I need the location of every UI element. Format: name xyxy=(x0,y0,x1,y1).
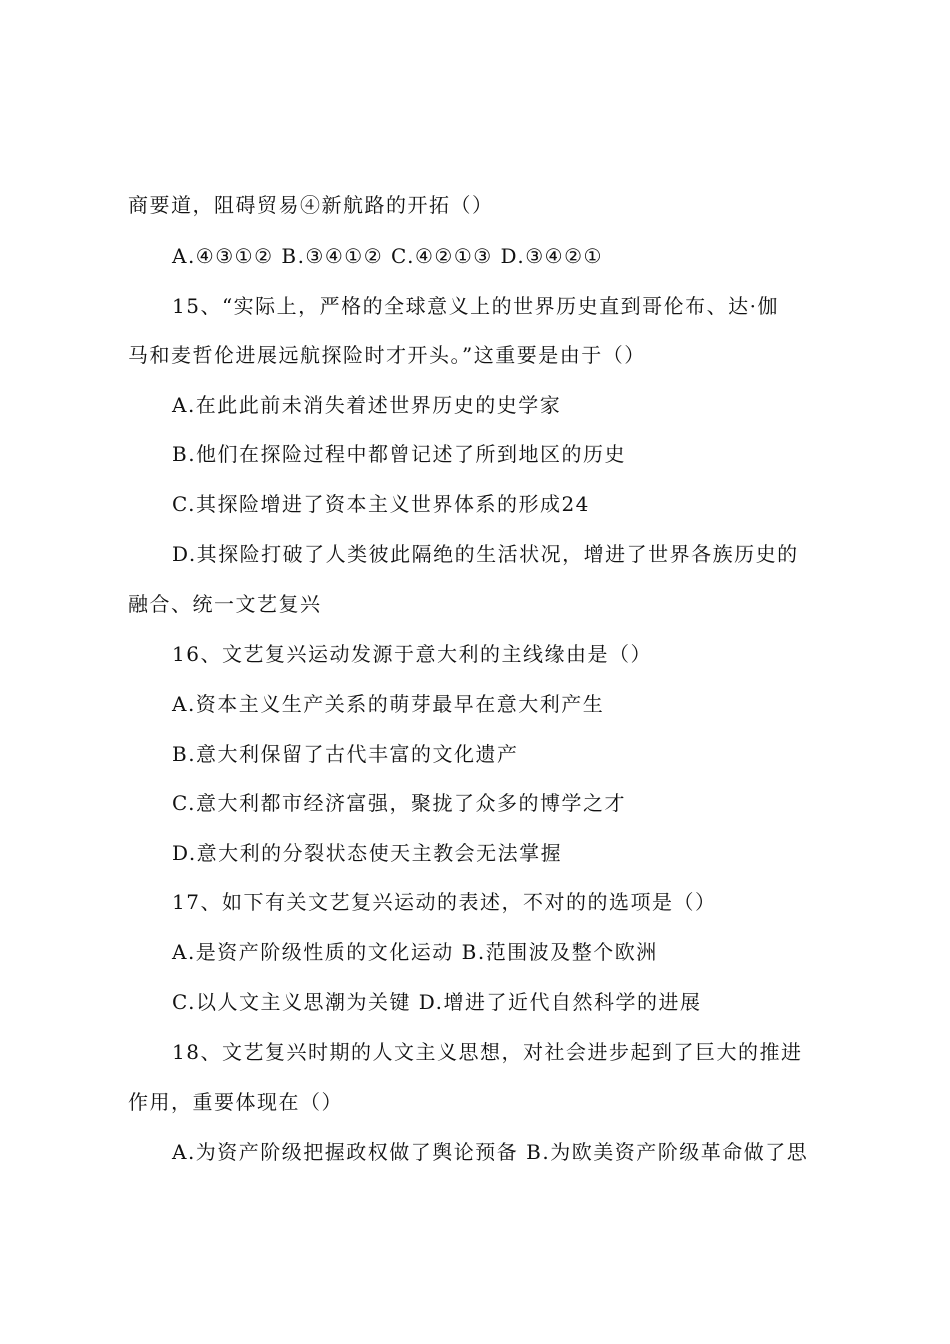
option-b: B.他们在探险过程中都曾记述了所到地区的历史 xyxy=(172,442,627,466)
question-15-line: 15、“实际上，严格的全球意义上的世界历史直到哥伦布、达·伽 xyxy=(172,294,780,318)
text-line: 融合、统一文艺复兴 xyxy=(128,592,322,616)
option-a-b: A.为资产阶级把握政权做了舆论预备 B.为欧美资产阶级革命做了思 xyxy=(172,1140,809,1164)
question-18-line: 18、文艺复兴时期的人文主义思想，对社会进步起到了巨大的推进 xyxy=(172,1040,803,1064)
text-line: A.④③①② B.③④①② C.④②①③ D.③④②① xyxy=(172,244,603,268)
option-d: D.其探险打破了人类彼此隔绝的生活状况，增进了世界各族历史的 xyxy=(172,542,799,566)
question-16-line: 16、文艺复兴运动发源于意大利的主线缘由是（） xyxy=(172,642,652,666)
text-line: 商要道，阻碍贸易④新航路的开拓（） xyxy=(128,193,494,217)
option-a: A.在此此前未消失着述世界历史的史学家 xyxy=(172,393,562,417)
option-b: B.意大利保留了古代丰富的文化遗产 xyxy=(172,742,519,766)
text-line: 作用，重要体现在（） xyxy=(128,1090,343,1114)
option-a-b: A.是资产阶级性质的文化运动 B.范围波及整个欧洲 xyxy=(172,940,658,964)
question-17-line: 17、如下有关文艺复兴运动的表述，不对的的选项是（） xyxy=(172,890,717,914)
option-c: C.意大利都市经济富强，聚拢了众多的博学之才 xyxy=(172,791,626,815)
option-d: D.意大利的分裂状态使天主教会无法掌握 xyxy=(172,841,563,865)
option-c: C.其探险增进了资本主义世界体系的形成24 xyxy=(172,492,590,516)
text-line: 马和麦哲伦进展远航探险时才开头。”这重要是由于（） xyxy=(128,343,646,367)
option-c-d: C.以人文主义思潮为关键 D.增进了近代自然科学的进展 xyxy=(172,990,702,1014)
option-a: A.资本主义生产关系的萌芽最早在意大利产生 xyxy=(172,692,605,716)
